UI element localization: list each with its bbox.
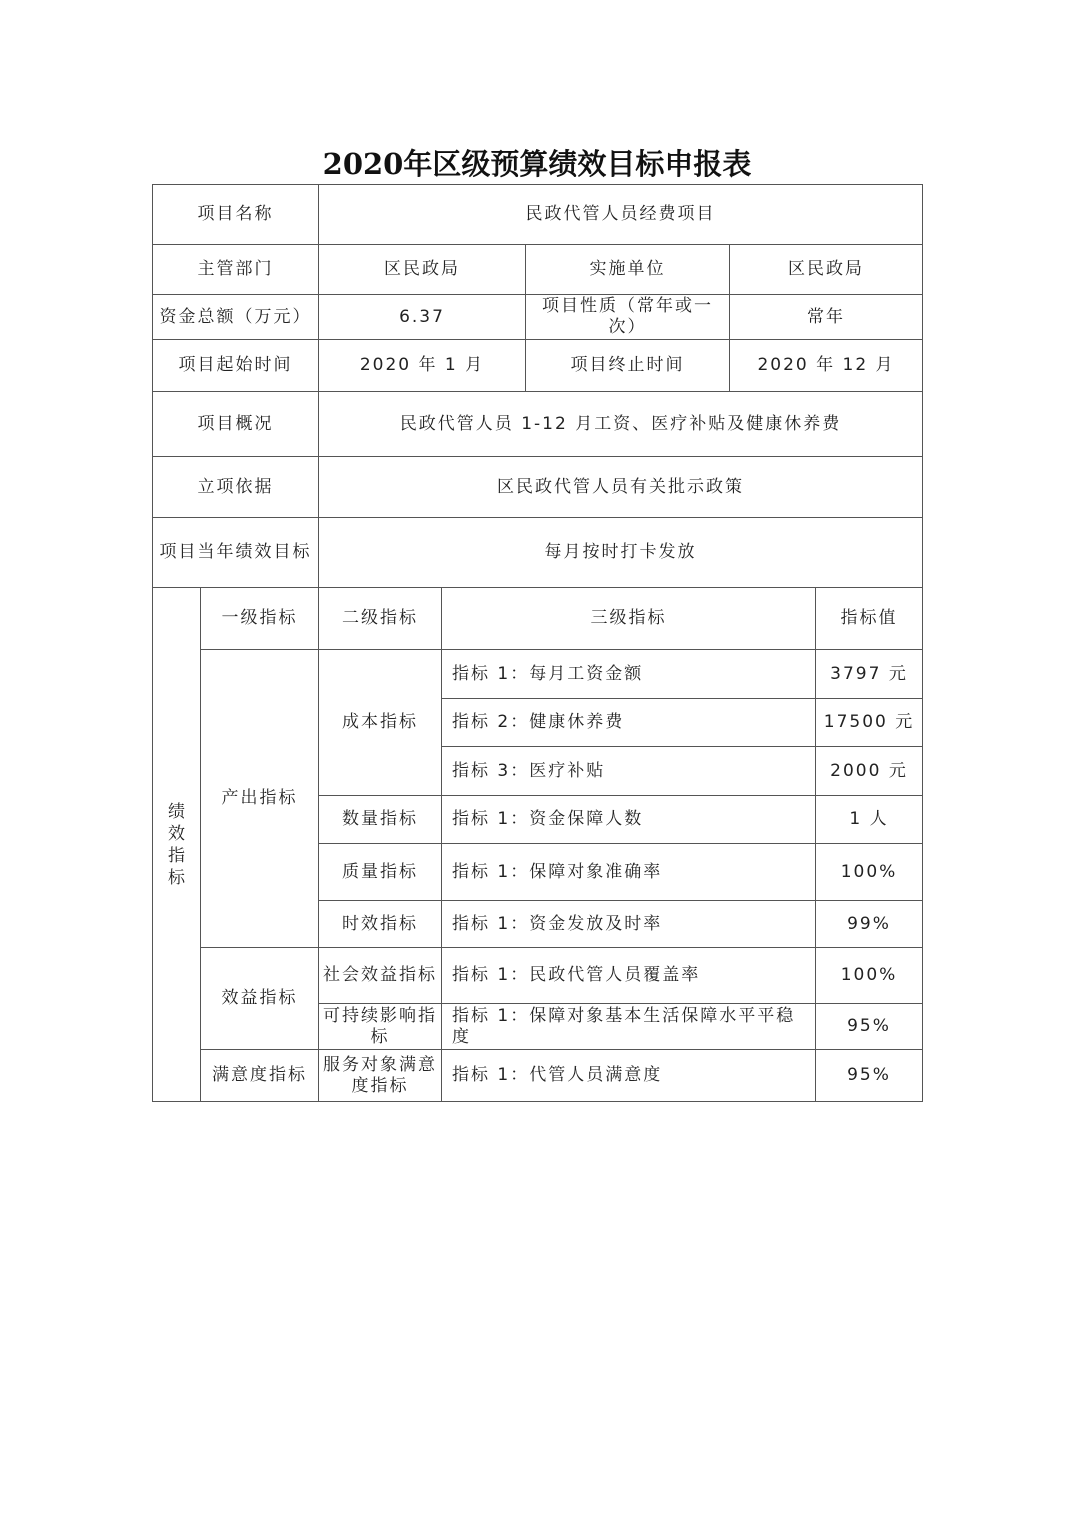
header-value: 指标值 — [816, 588, 923, 650]
quantity-indicator-value: 1 人 — [816, 796, 923, 844]
sustainable-indicator-text: 指标 1：保障对象基本生活保障水平平稳度 — [442, 1004, 816, 1050]
budget-performance-table — [152, 184, 923, 1102]
satisfaction-indicator-value: 95% — [816, 1050, 923, 1102]
benefit-indicator-label: 效益指标 — [201, 948, 319, 1050]
end-time-value: 2020 年 12 月 — [730, 340, 923, 392]
start-time-value: 2020 年 1 月 — [319, 340, 526, 392]
social-indicator-text: 指标 1：民政代管人员覆盖率 — [442, 948, 816, 1004]
page-title: 2020年区级预算绩效目标申报表 — [322, 147, 752, 181]
header-level3: 三级指标 — [442, 588, 816, 650]
satisfaction-indicator-label: 满意度指标 — [201, 1050, 319, 1102]
basis-label: 立项依据 — [153, 457, 319, 518]
start-time-label: 项目起始时间 — [153, 340, 319, 392]
cost-indicator-1-text: 指标 1：每月工资金额 — [442, 650, 816, 699]
project-name-label: 项目名称 — [153, 185, 319, 245]
quality-indicator-text: 指标 1：保障对象准确率 — [442, 844, 816, 901]
project-nature-value: 常年 — [730, 295, 923, 340]
total-funds-value: 6.37 — [319, 295, 526, 340]
department-value: 区民政局 — [319, 245, 526, 295]
quantity-indicator-text: 指标 1：资金保障人数 — [442, 796, 816, 844]
indicators-section-label: 绩效指标 — [153, 588, 201, 1102]
row-funds — [153, 295, 923, 340]
row-time — [153, 340, 923, 392]
implementer-value: 区民政局 — [730, 245, 923, 295]
social-indicator-label: 社会效益指标 — [319, 948, 442, 1004]
timeliness-indicator-text: 指标 1：资金发放及时率 — [442, 901, 816, 948]
row-basis — [153, 457, 923, 518]
table-row — [153, 650, 923, 699]
output-indicator-label: 产出指标 — [201, 650, 319, 948]
row-annual-goal — [153, 518, 923, 588]
satisfaction-indicator-text: 指标 1：代管人员满意度 — [442, 1050, 816, 1102]
quality-indicator-value: 100% — [816, 844, 923, 901]
timeliness-indicator-label: 时效指标 — [319, 901, 442, 948]
cost-indicator-label: 成本指标 — [319, 650, 442, 796]
row-overview — [153, 392, 923, 457]
project-nature-label: 项目性质（常年或一次） — [526, 295, 730, 340]
end-time-label: 项目终止时间 — [526, 340, 730, 392]
cost-indicator-3-value: 2000 元 — [816, 747, 923, 796]
timeliness-indicator-value: 99% — [816, 901, 923, 948]
overview-label: 项目概况 — [153, 392, 319, 457]
cost-indicator-2-value: 17500 元 — [816, 699, 923, 747]
total-funds-label: 资金总额（万元） — [153, 295, 319, 340]
cost-indicator-3-text: 指标 3：医疗补贴 — [442, 747, 816, 796]
row-indicator-headers — [153, 588, 923, 650]
table-row — [153, 1050, 923, 1102]
department-label: 主管部门 — [153, 245, 319, 295]
header-level1: 一级指标 — [201, 588, 319, 650]
row-department — [153, 245, 923, 295]
header-level2: 二级指标 — [319, 588, 442, 650]
project-name-value: 民政代管人员经费项目 — [319, 185, 923, 245]
sustainable-indicator-value: 95% — [816, 1004, 923, 1050]
satisfaction-sub-label: 服务对象满意度指标 — [319, 1050, 442, 1102]
quantity-indicator-label: 数量指标 — [319, 796, 442, 844]
annual-goal-label: 项目当年绩效目标 — [153, 518, 319, 588]
cost-indicator-2-text: 指标 2：健康休养费 — [442, 699, 816, 747]
table-row — [153, 948, 923, 1004]
row-project-name — [153, 185, 923, 245]
overview-value: 民政代管人员 1-12 月工资、医疗补贴及健康休养费 — [319, 392, 923, 457]
basis-value: 区民政代管人员有关批示政策 — [319, 457, 923, 518]
social-indicator-value: 100% — [816, 948, 923, 1004]
sustainable-indicator-label: 可持续影响指标 — [319, 1004, 442, 1050]
implementer-label: 实施单位 — [526, 245, 730, 295]
quality-indicator-label: 质量指标 — [319, 844, 442, 901]
cost-indicator-1-value: 3797 元 — [816, 650, 923, 699]
annual-goal-value: 每月按时打卡发放 — [319, 518, 923, 588]
